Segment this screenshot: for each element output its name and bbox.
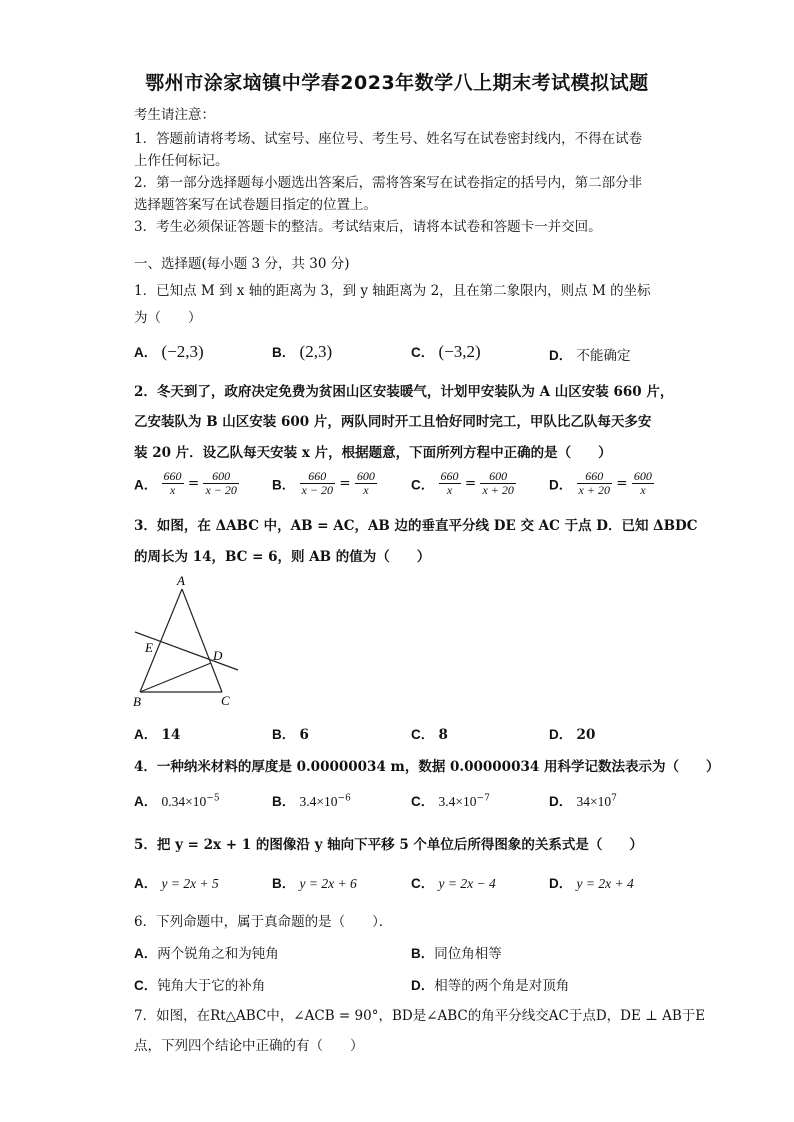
option-label: B． <box>411 946 435 961</box>
option-b[interactable] <box>272 723 309 743</box>
option-d[interactable] <box>549 344 631 364</box>
question-6-text: 6．下列命题中，属于真命题的是（ ）． <box>134 914 393 930</box>
fraction: $\frac{660}{x + 20}$ <box>578 469 610 497</box>
option-text: 钝角大于它的补角 <box>157 978 266 994</box>
fraction: $\frac{600}{x}$ <box>633 469 652 497</box>
option-a[interactable]: A． $\frac{660}{x}$ = $\frac{600}{x - 20}$ <box>134 469 237 497</box>
option-text: y = 2x + 6 <box>299 876 357 891</box>
question-2-text: 乙安装队为 B 山区安装 600 片，两队同时开工且恰好同时完工，甲队比乙队每天多安 <box>134 414 652 430</box>
question-4-text: 4．一种纳米材料的厚度是 0.00000034 m，数据 0.00000034 用科学记数法表示为（ ） <box>134 759 720 775</box>
option-label: B． <box>272 727 296 742</box>
option-d[interactable]: D． $\frac{660}{x + 20}$ = $\frac{600}{x}$ <box>549 469 652 497</box>
option-d[interactable] <box>549 723 595 743</box>
option-c[interactable] <box>134 974 265 994</box>
option-d[interactable] <box>411 974 569 994</box>
page-title: 鄂州市涂家垴镇中学春2023年数学八上期末考试模拟试题 <box>145 72 649 94</box>
option-c[interactable] <box>411 872 496 892</box>
fraction: $\frac{660}{x - 20}$ <box>301 469 333 497</box>
question-3-text: 3．如图，在 ΔABC 中，AB = AC，AB 边的垂直平分线 DE 交 AC 于点 D．已知 ΔBDC <box>134 518 698 534</box>
notice-heading: 考生请注意： <box>134 107 215 123</box>
question-7-text: 点，下列四个结论中正确的有（ ） <box>134 1038 364 1054</box>
option-text: (−2,3) <box>161 342 204 361</box>
option-label: D． <box>549 876 573 891</box>
option-d[interactable] <box>549 872 634 892</box>
option-b[interactable] <box>272 872 357 892</box>
option-b[interactable] <box>411 942 502 962</box>
fraction: $\frac{660}{x}$ <box>163 469 182 497</box>
question-2-text: 2．冬天到了，政府决定免费为贫困山区安装暖气，计划甲安装队为 A 山区安装 660 片， <box>134 384 674 400</box>
option-label: D． <box>549 794 573 809</box>
option-text: 20 <box>576 727 596 743</box>
option-text: 14 <box>161 727 181 743</box>
label-c: C <box>221 693 230 708</box>
option-text: 6 <box>299 727 309 743</box>
option-c[interactable] <box>411 341 481 362</box>
option-c[interactable] <box>411 723 448 743</box>
option-text: y = 2x − 4 <box>438 876 496 891</box>
option-label: C． <box>411 727 435 742</box>
option-label: D． <box>549 727 573 742</box>
option-text: (2,3) <box>299 342 333 361</box>
fraction: $\frac{600}{x + 20}$ <box>482 469 514 497</box>
option-text: y = 2x + 4 <box>576 876 634 891</box>
notice-line: 选择题答案写在试卷题目指定的位置上。 <box>134 197 377 213</box>
label-e: E <box>145 640 153 655</box>
question-3-text: 的周长为 14，BC = 6，则 AB 的值为（ ） <box>134 549 431 565</box>
option-label: C． <box>411 794 435 809</box>
option-label: B． <box>272 477 296 493</box>
notice-line: 2．第一部分选择题每小题选出答案后，需将答案写在试卷指定的括号内，第二部分非 <box>134 175 643 191</box>
option-text: 相等的两个角是对顶角 <box>434 978 570 994</box>
triangle-figure <box>130 572 245 712</box>
question-7-text: 7．如图，在Rt△ABC中，∠ACB = 90°，BD是∠ABC的角平分线交AC于点D，DE ⊥ AB于E <box>134 1008 706 1024</box>
option-label: C． <box>411 345 435 360</box>
section-heading: 一、选择题(每小题 3 分，共 30 分) <box>134 256 350 272</box>
option-label: A． <box>134 345 158 360</box>
fraction: $\frac{600}{x}$ <box>356 469 375 497</box>
option-label: D． <box>411 978 435 993</box>
option-a[interactable] <box>134 341 204 362</box>
option-a[interactable] <box>134 872 219 892</box>
fraction: $\frac{660}{x}$ <box>440 469 459 497</box>
option-c[interactable]: C． $\frac{660}{x}$ = $\frac{600}{x + 20}$ <box>411 469 514 497</box>
option-label: A． <box>134 946 158 961</box>
option-label: B． <box>272 345 296 360</box>
option-label: A． <box>134 477 158 493</box>
option-label: B． <box>272 794 296 809</box>
option-label: C． <box>134 978 158 993</box>
option-a[interactable] <box>134 723 180 743</box>
option-b[interactable] <box>272 341 332 362</box>
option-label: C． <box>411 876 435 891</box>
label-a: A <box>177 573 185 588</box>
question-5-text: 5．把 y = 2x + 1 的图像沿 y 轴向下平移 5 个单位后所得图象的关系式是（ ） <box>134 837 643 853</box>
fraction: $\frac{600}{x - 20}$ <box>205 469 237 497</box>
question-2-text: 装 20 片．设乙队每天安装 x 片，根据题意，下面所列方程中正确的是（ ） <box>134 445 612 461</box>
option-label: D． <box>549 477 573 493</box>
option-label: D． <box>549 348 573 363</box>
option-text: 两个锐角之和为钝角 <box>157 946 279 962</box>
question-1-text: 1．已知点 M 到 x 轴的距离为 3，到 y 轴距离为 2，且在第二象限内，则点 M 的坐标 <box>134 283 651 299</box>
notice-line: 上作任何标记。 <box>134 153 229 169</box>
question-1-text: 为（ ） <box>134 310 202 326</box>
option-text: y = 2x + 5 <box>161 876 219 891</box>
label-d: D <box>213 648 223 663</box>
option-label: C． <box>411 477 435 493</box>
option-b[interactable]: B． $\frac{660}{x - 20}$ = $\frac{600}{x}$ <box>272 469 375 497</box>
notice-line: 3．考生必须保证答题卡的整洁。考试结束后，请将本试卷和答题卡一并交回。 <box>134 219 602 235</box>
option-label: A． <box>134 727 158 742</box>
option-b[interactable]: B． $3.4\times 10^{-6}$ <box>272 793 351 809</box>
label-b: B <box>133 694 141 709</box>
notice-line: 1．答题前请将考场、试室号、座位号、考生号、姓名写在试卷密封线内，不得在试卷 <box>134 131 643 147</box>
side-ac <box>182 589 222 692</box>
option-a[interactable] <box>134 942 279 962</box>
option-c[interactable]: C． $3.4\times 10^{-7}$ <box>411 793 490 809</box>
option-a[interactable]: A． $0.34\times 10^{-5}$ <box>134 793 220 809</box>
option-text: 同位角相等 <box>434 946 502 962</box>
option-label: A． <box>134 876 158 891</box>
option-text: 不能确定 <box>576 348 631 364</box>
option-label: A． <box>134 794 158 809</box>
option-label: B． <box>272 876 296 891</box>
option-d[interactable]: D． $34\times 10^7$ <box>549 793 617 809</box>
option-text: 8 <box>438 727 448 743</box>
option-text: (−3,2) <box>438 342 481 361</box>
